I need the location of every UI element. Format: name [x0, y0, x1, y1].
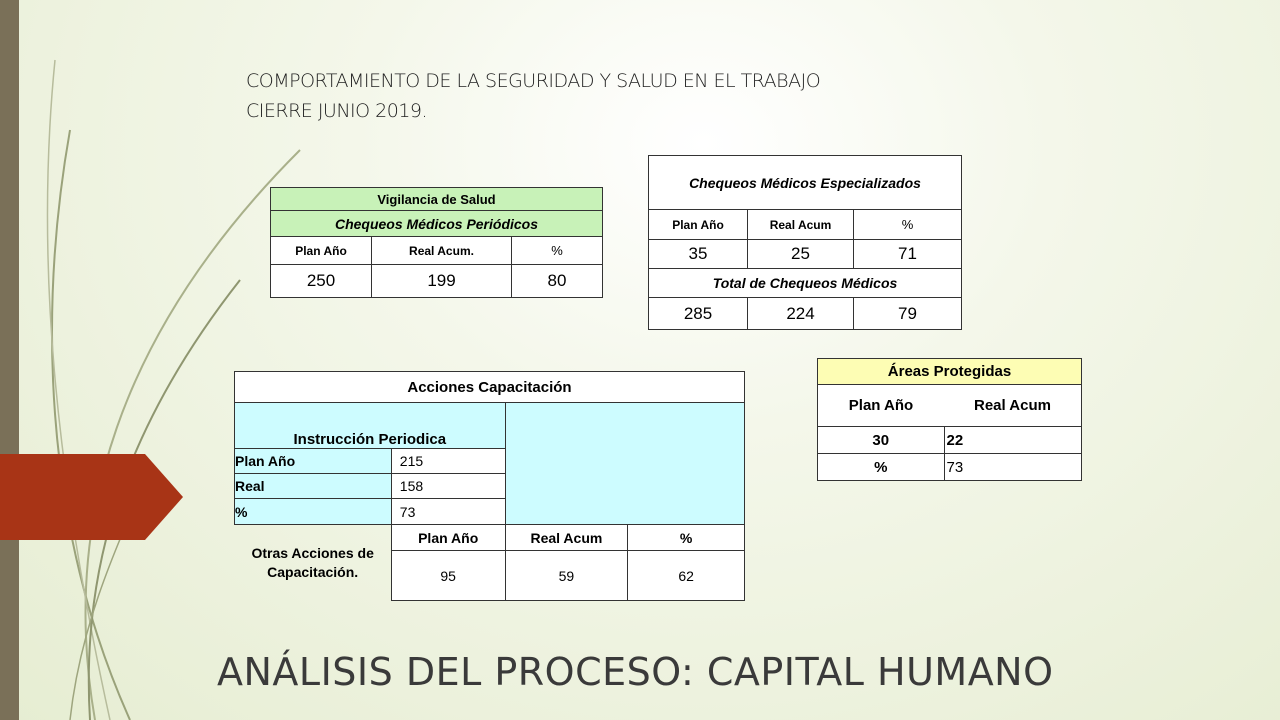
- areas-value-plan: 30: [818, 427, 945, 454]
- otras-header-percent: %: [628, 525, 745, 551]
- especializados-header-percent: %: [854, 210, 962, 240]
- instruccion-label-real: Real: [235, 474, 392, 499]
- especializados-value-plan: 35: [649, 240, 748, 269]
- areas-header-plan: Plan Año: [818, 385, 945, 427]
- total-value-percent: 79: [854, 298, 962, 330]
- especializados-value-real: 25: [748, 240, 854, 269]
- vigilancia-value-real: 199: [372, 265, 512, 298]
- areas-protegidas-table: [817, 358, 1082, 481]
- total-chequeos-title: Total de Chequeos Médicos: [649, 269, 962, 298]
- vigilancia-header-percent: %: [512, 237, 603, 265]
- vigilancia-subtitle: Chequeos Médicos Periódicos: [271, 211, 603, 237]
- otras-header-plan: Plan Año: [391, 525, 505, 551]
- vigilancia-header-plan: Plan Año: [271, 237, 372, 265]
- instruccion-value-real: 158: [391, 474, 505, 499]
- total-value-plan: 285: [649, 298, 748, 330]
- capacitacion-title: Acciones Capacitación: [235, 372, 745, 403]
- areas-header-real: Real Acum: [944, 385, 1082, 427]
- capacitacion-table: [234, 371, 745, 601]
- red-arrow-shape: [0, 454, 190, 540]
- vigilancia-title: Vigilancia de Salud: [271, 188, 603, 211]
- otras-value-percent: 62: [628, 551, 745, 601]
- vigilancia-table: [270, 187, 603, 298]
- especializados-header-real: Real Acum: [748, 210, 854, 240]
- otras-acciones-label: Otras Acciones de Capacitación.: [235, 525, 392, 601]
- areas-title: Áreas Protegidas: [818, 359, 1082, 385]
- especializados-table: [648, 155, 962, 330]
- vigilancia-value-percent: 80: [512, 265, 603, 298]
- instruccion-title: Instrucción Periodica: [235, 403, 506, 449]
- instruccion-label-plan: Plan Año: [235, 449, 392, 474]
- areas-percent-label: %: [818, 454, 945, 481]
- areas-value-real: 22: [944, 427, 1082, 454]
- total-value-real: 224: [748, 298, 854, 330]
- instruccion-value-percent: 73: [391, 499, 505, 525]
- slide-header: [246, 66, 820, 126]
- especializados-value-percent: 71: [854, 240, 962, 269]
- especializados-title: Chequeos Médicos Especializados: [649, 156, 962, 210]
- vigilancia-value-plan: 250: [271, 265, 372, 298]
- otras-value-real: 59: [505, 551, 628, 601]
- header-line-2: CIERRE JUNIO 2019.: [246, 100, 428, 122]
- otras-header-real: Real Acum: [505, 525, 628, 551]
- areas-percent-value: 73: [944, 454, 1082, 481]
- instruccion-label-percent: %: [235, 499, 392, 525]
- vigilancia-header-real: Real Acum.: [372, 237, 512, 265]
- instruccion-empty-panel: [505, 403, 744, 525]
- instruccion-value-plan: 215: [391, 449, 505, 474]
- slide-footer-title: ANÁLISIS DEL PROCESO: CAPITAL HUMANO: [217, 650, 1054, 694]
- otras-value-plan: 95: [391, 551, 505, 601]
- header-line-1: COMPORTAMIENTO DE LA SEGURIDAD Y SALUD EN EL TRABAJO: [246, 70, 821, 92]
- especializados-header-plan: Plan Año: [649, 210, 748, 240]
